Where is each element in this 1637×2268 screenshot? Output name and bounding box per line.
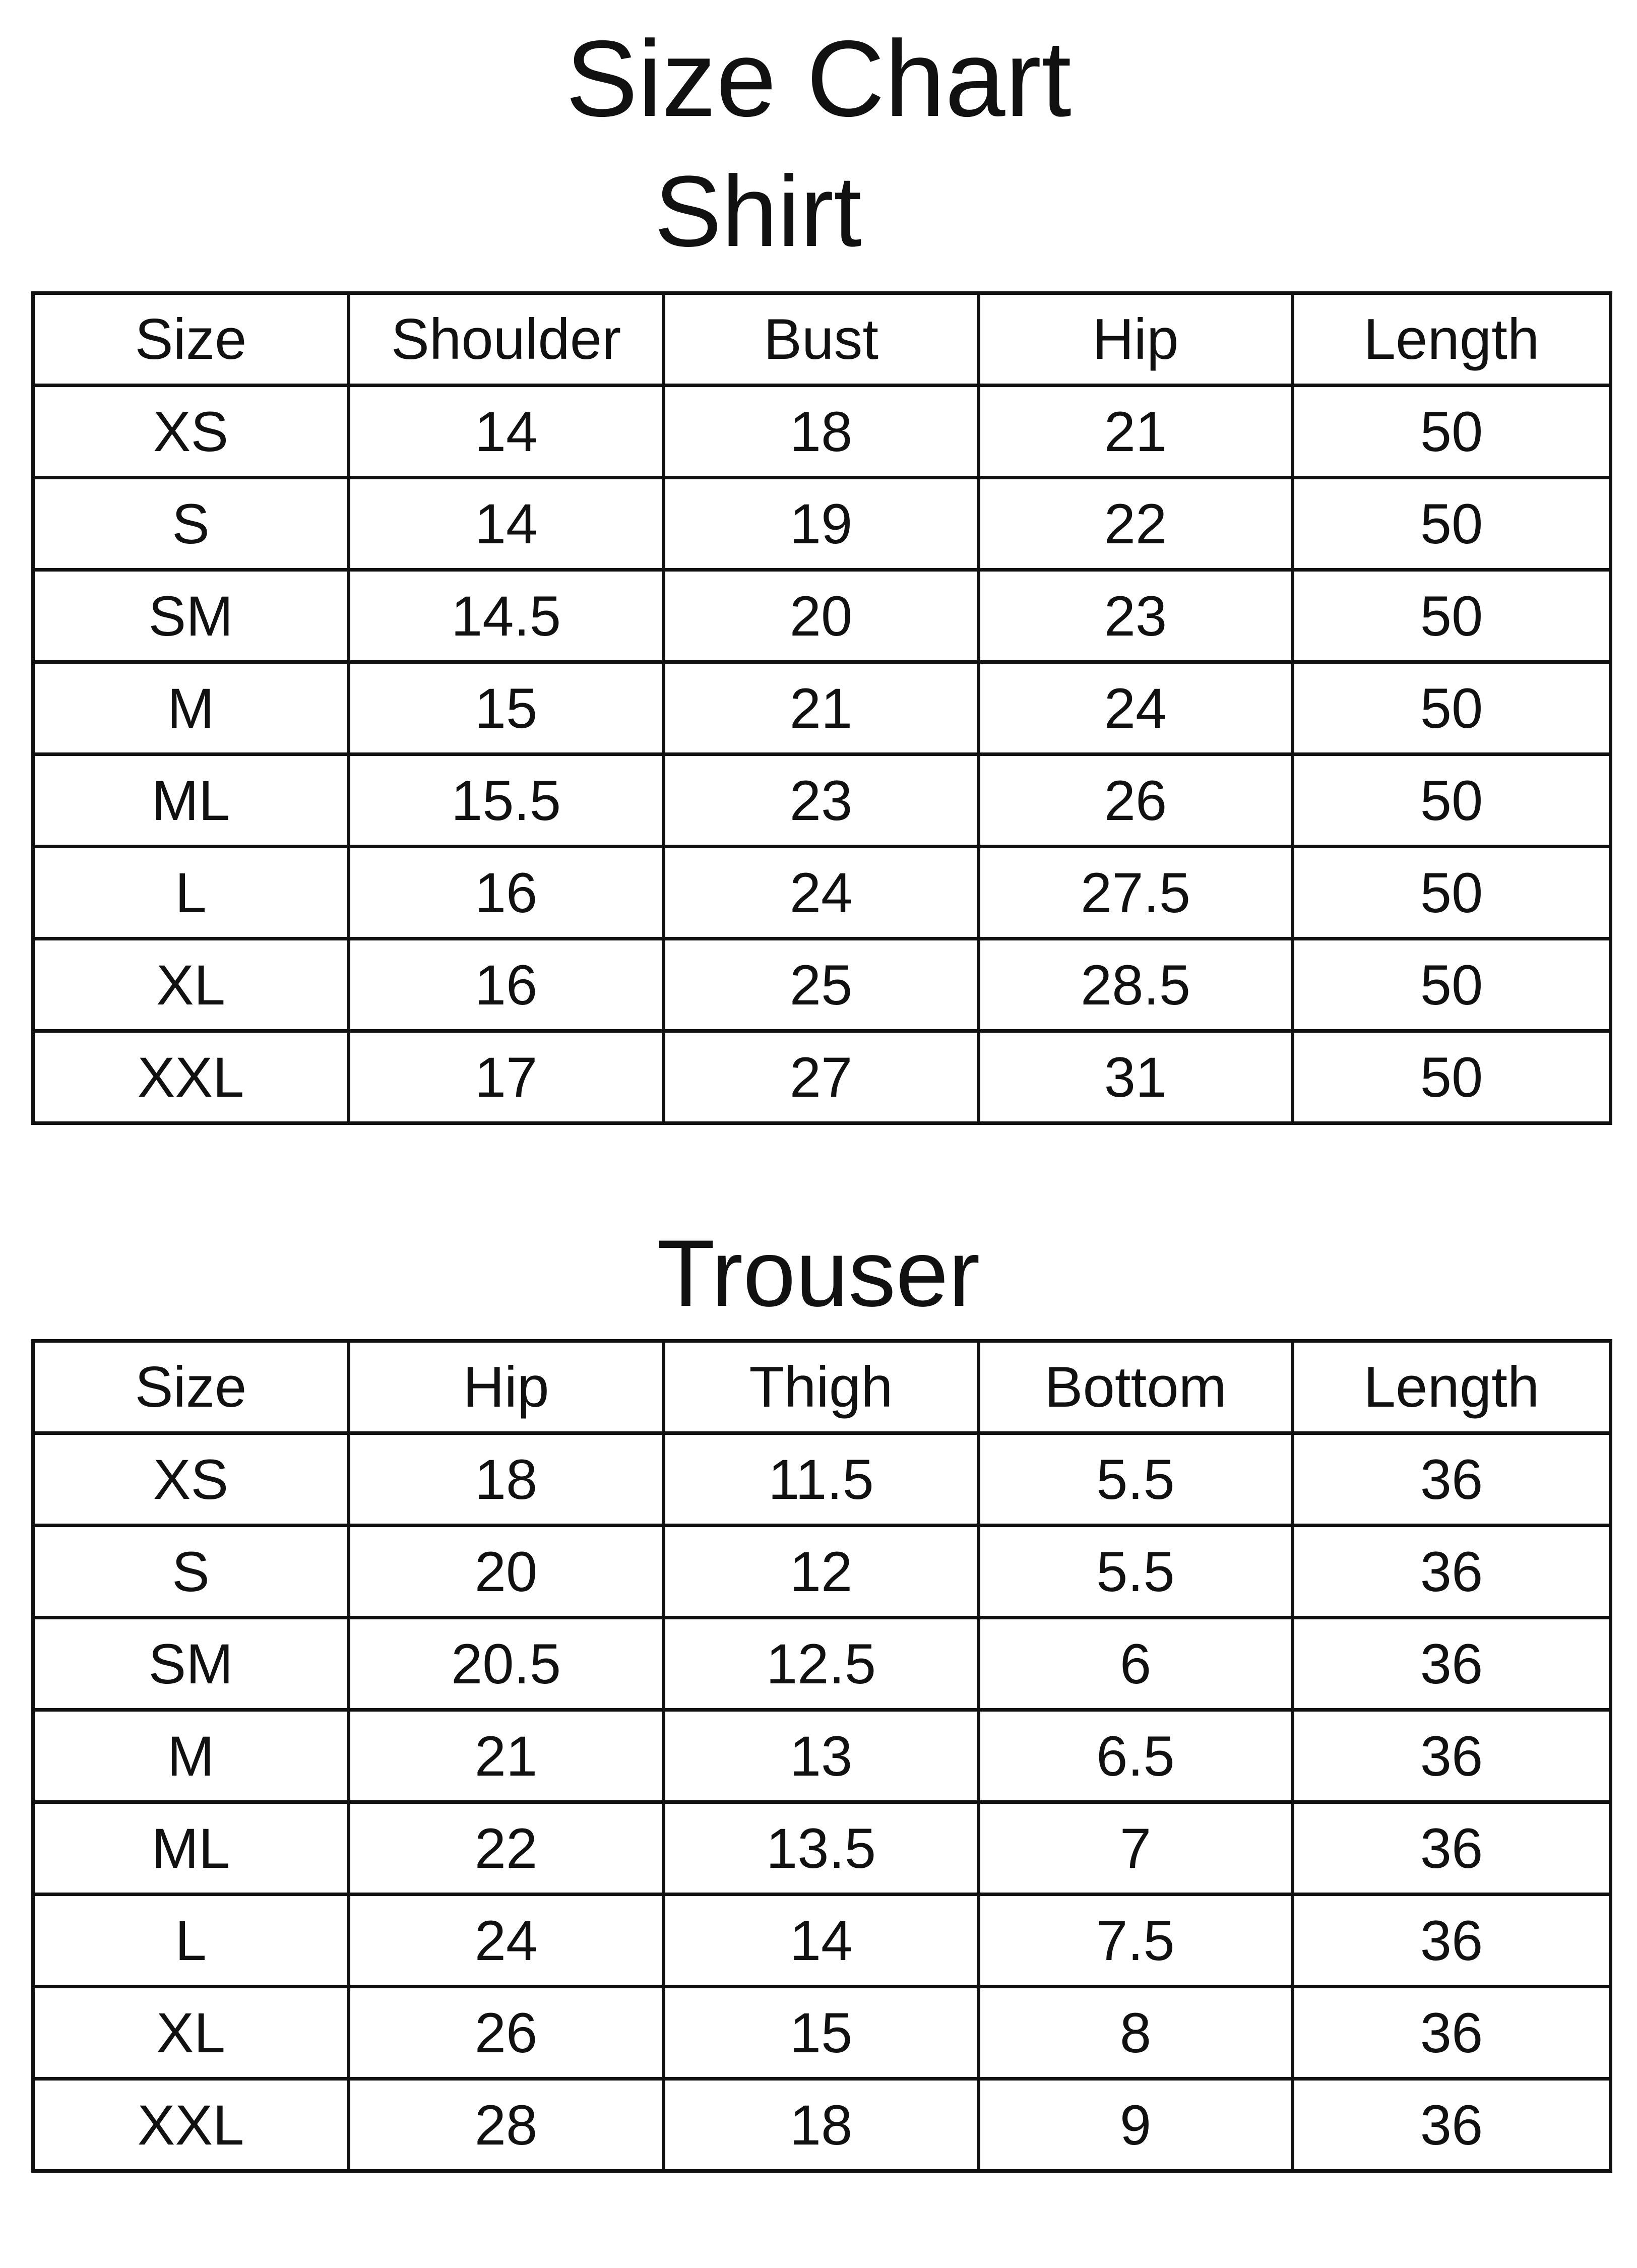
measurement-cell: 36 <box>1293 1987 1611 2079</box>
measurement-cell: 36 <box>1293 1895 1611 1987</box>
measurement-cell: 14 <box>664 1895 979 1987</box>
measurement-cell: 6.5 <box>979 1710 1293 1802</box>
table-body <box>33 386 1611 1123</box>
measurement-cell: 31 <box>979 1031 1293 1123</box>
measurement-cell: 25 <box>664 939 979 1031</box>
size-label-cell: ML <box>33 754 349 847</box>
measurement-cell: 21 <box>979 386 1293 478</box>
table-row <box>33 1433 1611 1526</box>
header-row <box>33 293 1611 386</box>
measurement-cell: 21 <box>664 662 979 754</box>
page-title: Size Chart <box>565 18 1072 139</box>
measurement-cell: 15 <box>664 1987 979 2079</box>
measurement-cell: 7 <box>979 1802 1293 1895</box>
measurement-cell: 5.5 <box>979 1526 1293 1618</box>
measurement-cell: 28.5 <box>979 939 1293 1031</box>
table-header <box>33 1341 1611 1433</box>
measurement-cell: 50 <box>1293 939 1611 1031</box>
measurement-cell: 20 <box>349 1526 664 1618</box>
table-row <box>33 570 1611 662</box>
measurement-cell: 18 <box>664 2079 979 2171</box>
measurement-cell: 17 <box>349 1031 664 1123</box>
measurement-cell: 16 <box>349 939 664 1031</box>
measurement-cell: 36 <box>1293 1618 1611 1710</box>
measurement-cell: 36 <box>1293 2079 1611 2171</box>
size-label-cell: L <box>33 1895 349 1987</box>
size-label-cell: M <box>33 662 349 754</box>
measurement-cell: 16 <box>349 847 664 939</box>
table-body <box>33 1433 1611 2171</box>
shirt-section-title: Shirt <box>654 155 862 268</box>
measurement-cell: 50 <box>1293 754 1611 847</box>
table-row <box>33 1618 1611 1710</box>
measurement-cell: 26 <box>979 754 1293 847</box>
column-header: Length <box>1293 1341 1611 1433</box>
table-header <box>33 293 1611 386</box>
measurement-cell: 14 <box>349 386 664 478</box>
table-row <box>33 1802 1611 1895</box>
measurement-cell: 9 <box>979 2079 1293 2171</box>
measurement-cell: 36 <box>1293 1710 1611 1802</box>
table-row <box>33 2079 1611 2171</box>
column-header: Thigh <box>664 1341 979 1433</box>
table-row <box>33 662 1611 754</box>
measurement-cell: 14.5 <box>349 570 664 662</box>
table-row <box>33 1526 1611 1618</box>
size-label-cell: S <box>33 1526 349 1618</box>
measurement-cell: 50 <box>1293 478 1611 570</box>
measurement-cell: 7.5 <box>979 1895 1293 1987</box>
measurement-cell: 21 <box>349 1710 664 1802</box>
measurement-cell: 6 <box>979 1618 1293 1710</box>
measurement-cell: 50 <box>1293 847 1611 939</box>
measurement-cell: 24 <box>979 662 1293 754</box>
measurement-cell: 19 <box>664 478 979 570</box>
measurement-cell: 36 <box>1293 1526 1611 1618</box>
measurement-cell: 22 <box>979 478 1293 570</box>
trouser-section-title: Trouser <box>657 1220 980 1326</box>
size-label-cell: XL <box>33 1987 349 2079</box>
measurement-cell: 22 <box>349 1802 664 1895</box>
measurement-cell: 13.5 <box>664 1802 979 1895</box>
measurement-cell: 12.5 <box>664 1618 979 1710</box>
measurement-cell: 27.5 <box>979 847 1293 939</box>
measurement-cell: 24 <box>664 847 979 939</box>
size-label-cell: XXL <box>33 1031 349 1123</box>
measurement-cell: 50 <box>1293 1031 1611 1123</box>
size-label-cell: XS <box>33 386 349 478</box>
size-label-cell: S <box>33 478 349 570</box>
measurement-cell: 11.5 <box>664 1433 979 1526</box>
size-label-cell: XL <box>33 939 349 1031</box>
measurement-cell: 36 <box>1293 1802 1611 1895</box>
measurement-cell: 8 <box>979 1987 1293 2079</box>
measurement-cell: 15.5 <box>349 754 664 847</box>
size-label-cell: M <box>33 1710 349 1802</box>
measurement-cell: 50 <box>1293 570 1611 662</box>
size-label-cell: SM <box>33 570 349 662</box>
measurement-cell: 36 <box>1293 1433 1611 1526</box>
column-header: Bust <box>664 293 979 386</box>
measurement-cell: 24 <box>349 1895 664 1987</box>
shirt-size-table <box>31 291 1612 1125</box>
size-label-cell: XXL <box>33 2079 349 2171</box>
table-row <box>33 847 1611 939</box>
table-row <box>33 1710 1611 1802</box>
column-header: Size <box>33 1341 349 1433</box>
measurement-cell: 5.5 <box>979 1433 1293 1526</box>
measurement-cell: 18 <box>664 386 979 478</box>
size-label-cell: SM <box>33 1618 349 1710</box>
column-header: Shoulder <box>349 293 664 386</box>
measurement-cell: 18 <box>349 1433 664 1526</box>
size-label-cell: L <box>33 847 349 939</box>
measurement-cell: 12 <box>664 1526 979 1618</box>
measurement-cell: 14 <box>349 478 664 570</box>
table-row <box>33 939 1611 1031</box>
measurement-cell: 23 <box>664 754 979 847</box>
table-row <box>33 1031 1611 1123</box>
table-row <box>33 754 1611 847</box>
trouser-size-table <box>31 1339 1612 2173</box>
column-header: Length <box>1293 293 1611 386</box>
table-row <box>33 1987 1611 2079</box>
table-row <box>33 1895 1611 1987</box>
measurement-cell: 20 <box>664 570 979 662</box>
size-label-cell: XS <box>33 1433 349 1526</box>
column-header: Hip <box>349 1341 664 1433</box>
table-row <box>33 386 1611 478</box>
header-row <box>33 1341 1611 1433</box>
measurement-cell: 15 <box>349 662 664 754</box>
measurement-cell: 50 <box>1293 662 1611 754</box>
measurement-cell: 20.5 <box>349 1618 664 1710</box>
column-header: Hip <box>979 293 1293 386</box>
measurement-cell: 26 <box>349 1987 664 2079</box>
measurement-cell: 13 <box>664 1710 979 1802</box>
table-row <box>33 478 1611 570</box>
measurement-cell: 27 <box>664 1031 979 1123</box>
measurement-cell: 23 <box>979 570 1293 662</box>
column-header: Bottom <box>979 1341 1293 1433</box>
measurement-cell: 28 <box>349 2079 664 2171</box>
column-header: Size <box>33 293 349 386</box>
size-label-cell: ML <box>33 1802 349 1895</box>
measurement-cell: 50 <box>1293 386 1611 478</box>
